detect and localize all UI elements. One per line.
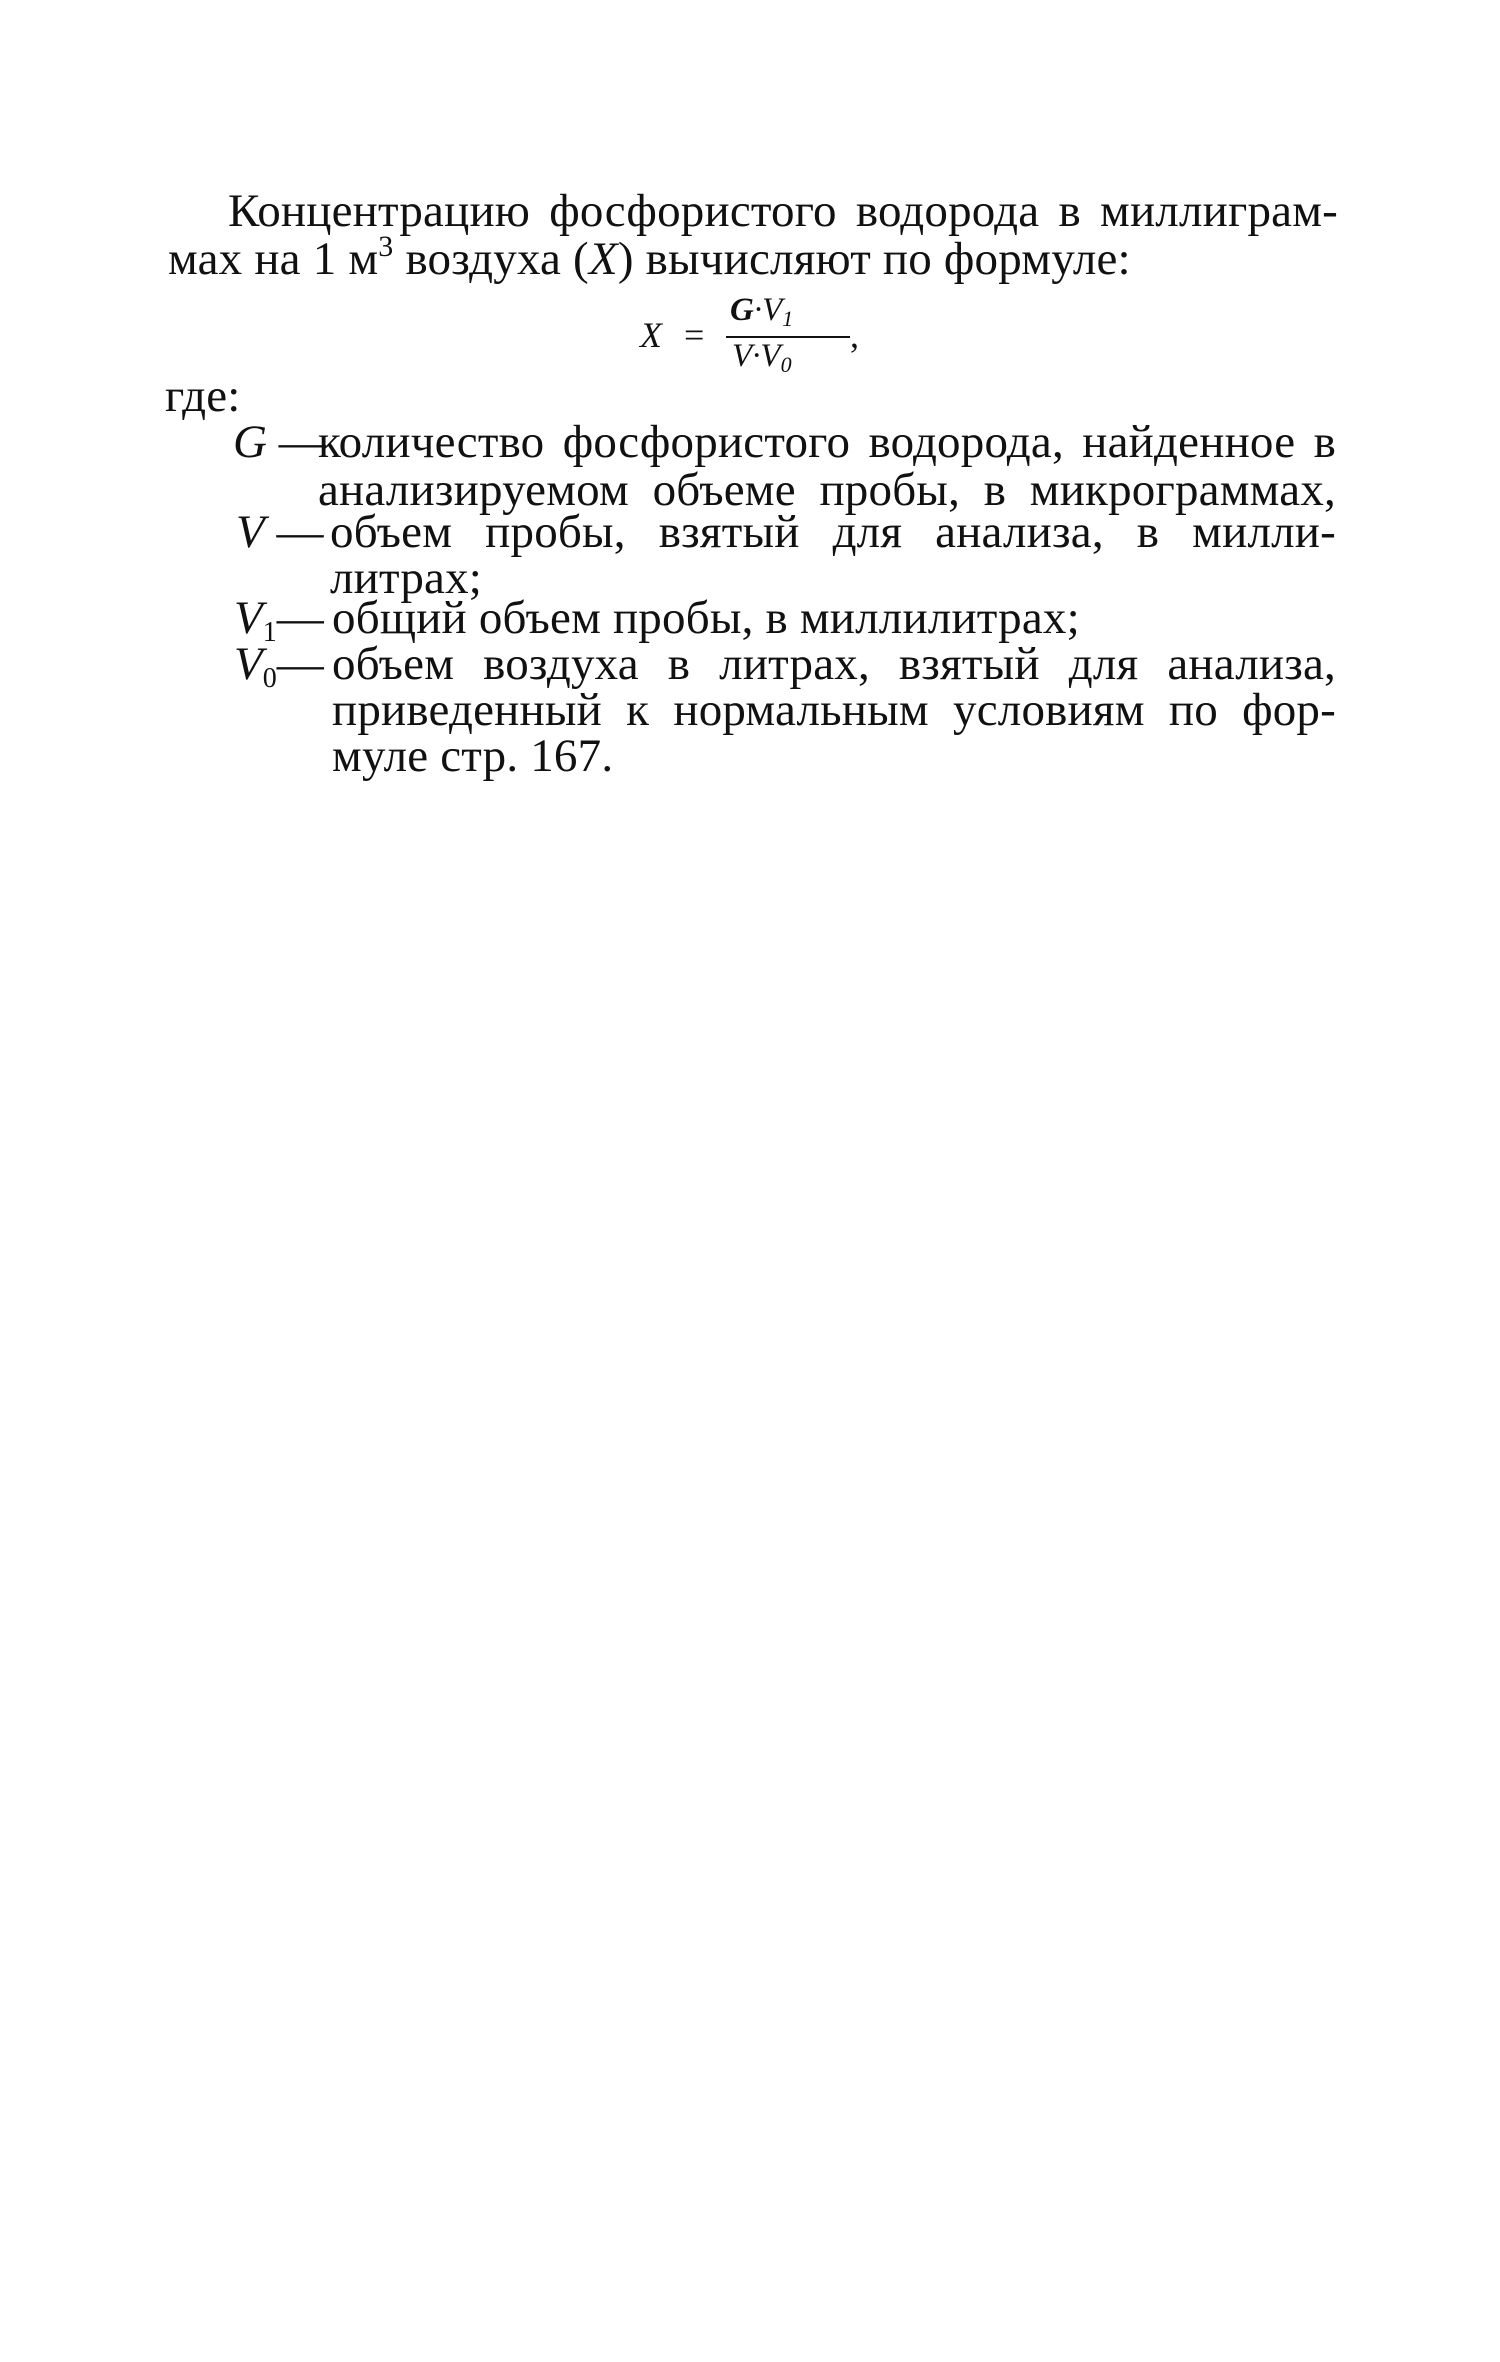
- definition-symbol: V: [234, 638, 263, 690]
- definition-subscript: 1: [262, 617, 277, 648]
- denominator-v0: V: [760, 338, 781, 374]
- definition-v-line-1: объем пробы, взятый для анализа, в милли-: [330, 506, 1336, 558]
- formula-lhs: X: [640, 315, 662, 355]
- numerator-dot: ·: [753, 292, 763, 328]
- intro-line-2: [168, 231, 1131, 287]
- definition-dash: —: [276, 506, 324, 558]
- definition-v: [236, 504, 323, 560]
- definition-v0-line-3: муле стр. 167.: [332, 730, 614, 782]
- superscript-cube: 3: [378, 230, 394, 263]
- numerator-sub: 1: [782, 306, 794, 331]
- variable-x: X: [588, 233, 618, 285]
- where-label: где:: [165, 370, 241, 422]
- denominator-sub: 0: [780, 352, 792, 377]
- definition-dash: —: [278, 416, 326, 468]
- formula-equals: =: [684, 315, 705, 355]
- denominator-dot: ·: [752, 338, 761, 374]
- denominator-v: V: [732, 338, 753, 374]
- definition-symbol: V: [236, 506, 265, 558]
- definition-v0-line-2: приведенный к нормальным условиям по фор-: [332, 684, 1336, 736]
- intro-line-1: Концентрацию фосфористого водорода в миллиграм-: [228, 185, 1338, 237]
- definition-g: [233, 414, 326, 470]
- formula-numerator: [730, 292, 793, 329]
- definition-symbol: V: [234, 592, 263, 644]
- intro-line-2-mid: воздуха (: [393, 233, 589, 285]
- definition-subscript: 0: [262, 663, 277, 694]
- definition-v0: [234, 636, 324, 692]
- definition-symbol: G: [233, 416, 267, 468]
- definition-v-line-2: литрах;: [330, 552, 483, 604]
- definition-v1-line-1: общий объем пробы, в миллилитрах;: [332, 592, 1080, 644]
- formula-comma: ,: [850, 315, 859, 355]
- definition-dash: —: [276, 592, 324, 644]
- intro-line-2-end: ) вычисляют по формуле:: [617, 233, 1131, 285]
- intro-line-2-start: мах на 1 м: [168, 233, 379, 285]
- numerator-g: G: [730, 292, 754, 328]
- definition-g-line-2: анализируемом объеме пробы, в микрограммах,: [318, 464, 1336, 516]
- formula-denominator: [732, 338, 792, 375]
- definition-g-line-1: количество фосфористого водорода, найденное в: [318, 416, 1336, 468]
- formula: [640, 292, 870, 382]
- definition-dash: —: [276, 638, 324, 690]
- numerator-v: V: [762, 292, 783, 328]
- definition-v0-line-1: объем воздуха в литрах, взятый для анализа,: [332, 638, 1336, 690]
